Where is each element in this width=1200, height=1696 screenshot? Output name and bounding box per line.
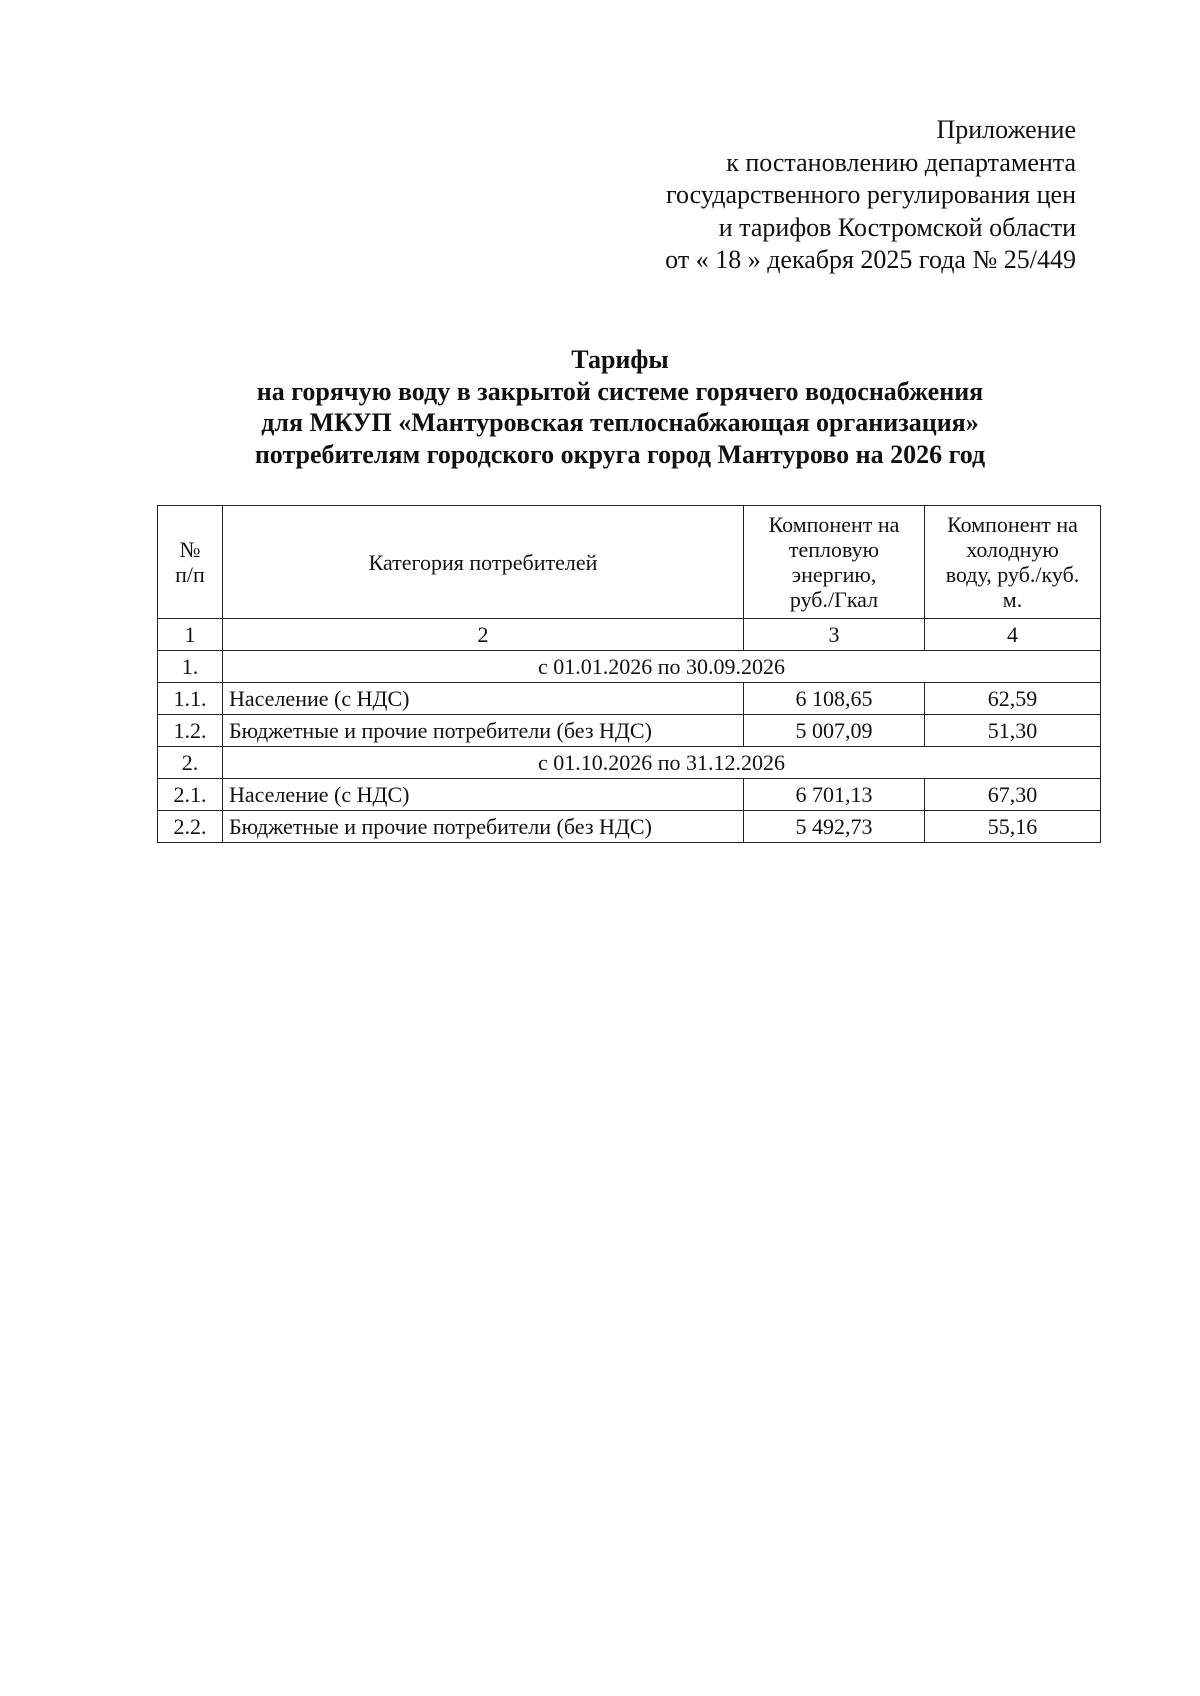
document-title [0,344,1200,470]
appendix-line: к постановлению департамента [726,147,1076,177]
row-heat-value: 6 108,65 [744,683,925,715]
header-heat-line: тепловую [788,537,880,562]
row-category: Бюджетные и прочие потребители (без НДС) [223,715,744,747]
header-heat [744,506,925,619]
header-num [158,506,223,619]
period-label: с 01.10.2026 по 31.12.2026 [223,747,1101,779]
row-num: 1.1. [158,683,223,715]
appendix-line: государственного регулирования цен [666,180,1076,209]
title-line: потребителям городского округа город Мантурово на 2026 год [254,439,986,469]
title-line: на горячую воду в закрытой системе горячего водоснабжения [256,376,984,406]
header-cold-line: Компонент на [947,512,1078,537]
header-cold-line: м. [1002,587,1023,612]
row-num: 2.1. [158,779,223,811]
column-index: 4 [925,619,1101,651]
title-line: для МКУП «Мантуровская теплоснабжающая организация» [261,408,979,437]
row-category: Население (с НДС) [223,779,744,811]
table-header-row [158,506,1101,619]
appendix-line: от « 18 » декабря 2025 года № 25/449 [665,245,1076,274]
period-num: 2. [158,747,223,779]
row-heat-value: 6 701,13 [744,779,925,811]
header-heat-line: энергию, [791,562,877,587]
header-category: Категория потребителей [223,506,744,619]
header-num-line: № [179,537,201,562]
appendix-line: и тарифов Костромской области [718,212,1076,242]
table-row [158,811,1101,843]
appendix-line: Приложение [936,115,1076,144]
column-index-row [158,619,1101,651]
appendix-header [665,114,1076,277]
row-heat-value: 5 007,09 [744,715,925,747]
title-line: Тарифы [571,345,669,374]
column-index: 1 [158,619,223,651]
header-heat-line: Компонент на [768,512,900,537]
row-cold-value: 67,30 [925,779,1101,811]
period-row [158,747,1101,779]
tariffs-table [157,505,1101,843]
period-num: 1. [158,651,223,683]
column-index: 2 [223,619,744,651]
row-category: Бюджетные и прочие потребители (без НДС) [223,811,744,843]
row-cold-value: 51,30 [925,715,1101,747]
header-heat-line: руб./Гкал [789,587,879,612]
period-label: с 01.01.2026 по 30.09.2026 [223,651,1101,683]
table-row [158,779,1101,811]
row-cold-value: 62,59 [925,683,1101,715]
row-heat-value: 5 492,73 [744,811,925,843]
row-num: 2.2. [158,811,223,843]
table-row [158,683,1101,715]
header-cold [925,506,1101,619]
column-index: 3 [744,619,925,651]
table-row [158,715,1101,747]
header-cold-line: воду, руб./куб. [945,562,1080,587]
period-row [158,651,1101,683]
header-cold-line: холодную [966,537,1059,562]
row-num: 1.2. [158,715,223,747]
row-cold-value: 55,16 [925,811,1101,843]
row-category: Население (с НДС) [223,683,744,715]
header-num-line: п/п [175,562,205,587]
